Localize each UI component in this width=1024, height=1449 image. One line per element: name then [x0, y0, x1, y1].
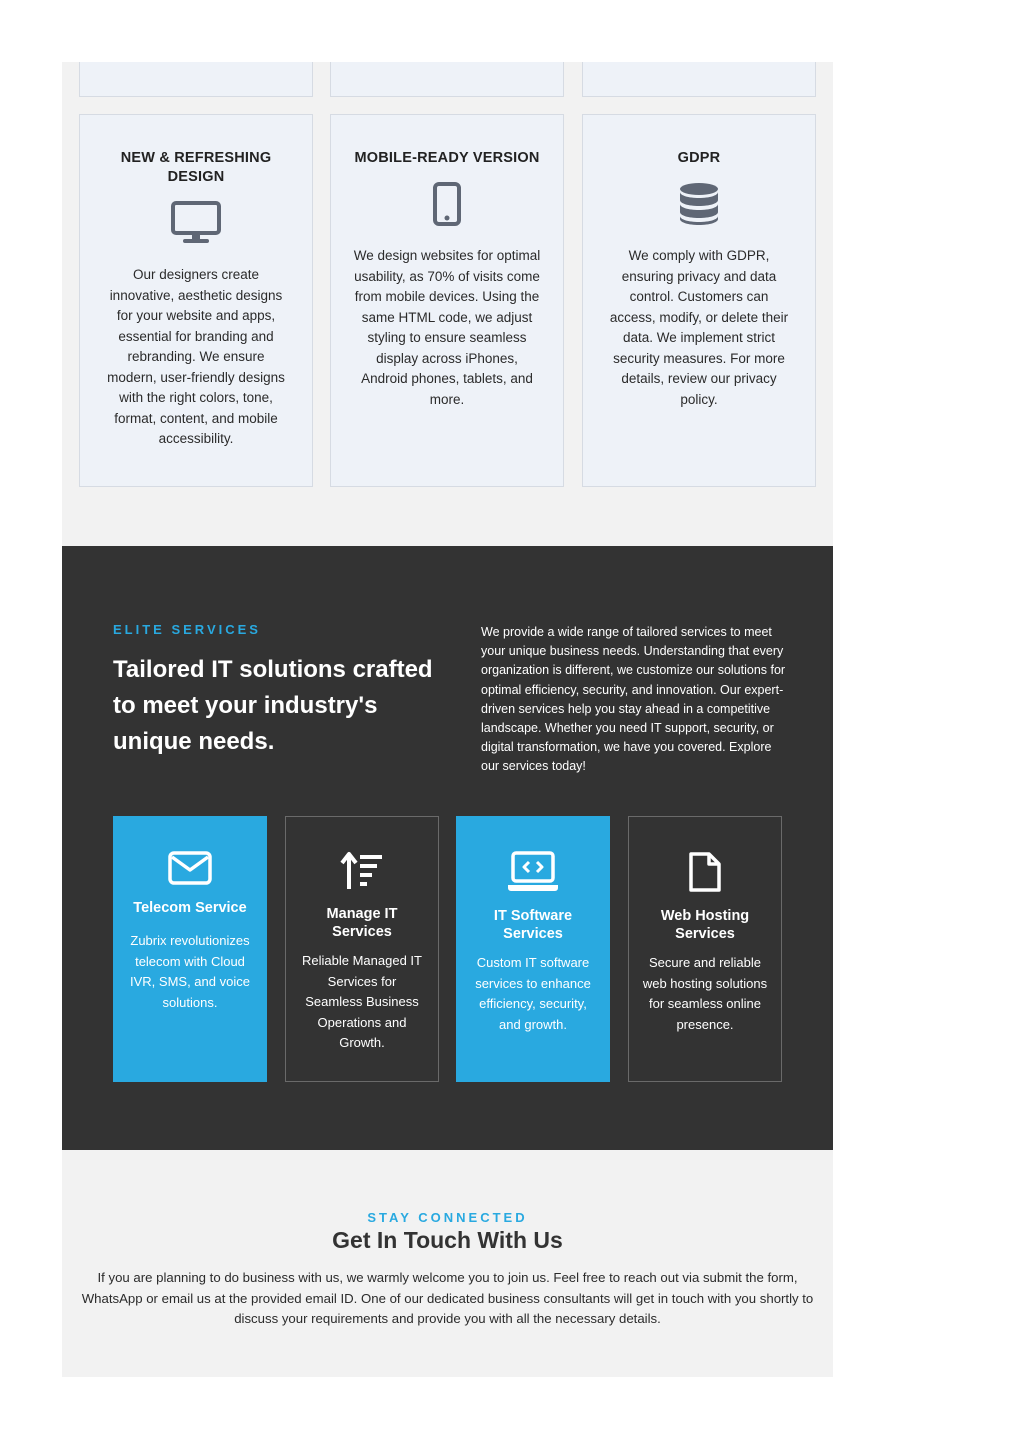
contact-eyebrow: STAY CONNECTED [367, 1210, 528, 1225]
feature-card-design [79, 114, 313, 487]
contact-text: If you are planning to do business with us, we warmly welcome you to join us. Feel free to reach out via submit the form, WhatsApp or email us at the provided email ID. One of our dedicated business consultants will get in touch with you shortly to discuss your requirements and provide you with all the necessary details. [81, 1270, 814, 1326]
service-title: Web Hosting Services [660, 908, 750, 942]
services-section [62, 546, 833, 1150]
service-description: Zubrix revolutionizes telecom with Cloud IVR, SMS, and voice solutions. [130, 933, 250, 1010]
feature-description: Our designers create innovative, aesthetic designs for your website and apps, essential for branding and rebranding. We ensure modern, user-friendly designs with the right colors, tone, format, content, and mobile accessibility. [107, 267, 285, 446]
card-stub [79, 62, 313, 97]
file-icon [688, 851, 722, 893]
service-card-telecom[interactable] [113, 816, 267, 1082]
services-eyebrow: ELITE SERVICES [113, 622, 261, 637]
monitor-icon [171, 201, 221, 245]
service-title: Telecom Service [133, 900, 247, 916]
card-stub [582, 62, 816, 97]
services-headline: Tailored IT solutions crafted to meet your industry's unique needs. [113, 656, 433, 755]
service-card-it-software[interactable] [456, 816, 610, 1082]
service-card-managed-it[interactable] [285, 816, 439, 1082]
features-section [62, 62, 833, 547]
contact-section [62, 1150, 833, 1377]
services-intro: We provide a wide range of tailored services to meet your unique business needs. Understanding that every organization is different, we customize our solutions for optimal efficiency, security, and innovation. Our expert-driven services help you stay ahead in a competitive landscape. Whether you need IT support, security, or digital transformation, we have you covered. Explore our services today! [481, 625, 786, 774]
feature-title: GDPR [677, 150, 721, 166]
service-description: Secure and reliable web hosting solutions for seamless online presence. [642, 955, 768, 1032]
feature-card-mobile [330, 114, 564, 487]
feature-description: We design websites for optimal usability, as 70% of visits come from mobile devices. Using the same HTML code, we adjust styling to ensure seamless display across iPhones, Android phones, tablets, and more. [353, 248, 541, 407]
sort-ascending-icon [340, 851, 384, 891]
service-title: Manage IT Services [326, 906, 398, 940]
database-icon [679, 182, 719, 226]
feature-card-gdpr [582, 114, 816, 487]
service-description: Reliable Managed IT Services for Seamless Business Operations and Growth. [302, 953, 422, 1050]
feature-title: NEW & REFRESHING DESIGN [120, 150, 272, 185]
contact-title: Get In Touch With Us [332, 1227, 563, 1253]
service-description: Custom IT software services to enhance efficiency, security, and growth. [475, 955, 591, 1032]
laptop-code-icon [506, 851, 560, 893]
envelope-icon [168, 851, 212, 885]
mobile-phone-icon [433, 182, 461, 226]
feature-title: MOBILE-READY VERSION [354, 150, 540, 166]
service-card-web-hosting[interactable] [628, 816, 782, 1082]
feature-description: We comply with GDPR, ensuring privacy and data control. Customers can access, modify, or delete their data. We implement strict security measures. For more details, review our privacy policy. [609, 248, 789, 407]
service-title: IT Software Services [493, 908, 573, 942]
card-stub [330, 62, 564, 97]
